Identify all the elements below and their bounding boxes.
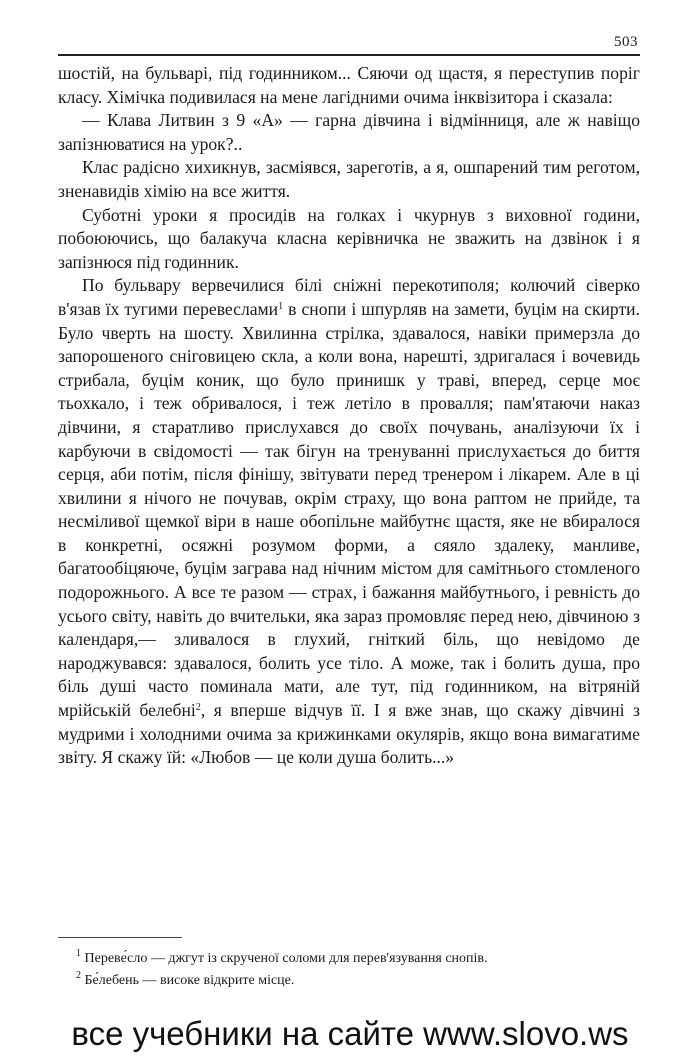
page-number: 503 (614, 34, 638, 50)
body-text (58, 62, 640, 770)
footnote-rule (58, 937, 182, 938)
footnote-1-mark: 1 (76, 948, 81, 959)
paragraph-2: — Клава Литвин з 9 «А» — гарна дівчина і відмінниця, але ж навіщо запізнюватися на урок?.. (58, 110, 640, 154)
footnote-1 (76, 948, 641, 970)
watermark-caption: все учебники на сайте www.slovo.ws (71, 1015, 629, 1052)
paragraph-5-part-1: По бульвару вервечилися білі сніжні перекотиполя; колючий сіверко в'язав їх тугими перевеслами (58, 275, 640, 319)
footnote-1-text: Переве́сло — джгут із скрученої соломи для перев'язування снопів. (84, 951, 488, 966)
footnote-2-text: Бе́лебень — високе відкрите місце. (84, 973, 295, 988)
footnote-2-mark: 2 (76, 970, 81, 981)
paragraph-5-part-2: в снопи і шпурляв на замети, буцім на скирти. Було чверть на шосту. Хвилинна стрілка, здавалося, навіки примерзла до запорошеного сніговицею скла, а коли вона, нарешті, здригалася і вочевидь стрибала, буцім коник, що було принишк у траві, вперед, серце моє тьохкало, і теж обривалося, і теж летіло в провалля; пам'ятаючи наказ дівчини, я старатливо прислухався до своїх почувань, аналізуючи їх і карбуючи в свідомості — так бігун на тренуванні прислухається до биття серця, аби потім, після фінішу, звітувати перед тренером і лікарем. Але в ці хвилини я нічого не почував, окрім страху, що вона раптом не прийде, та несміливої щемкої віри в наше обопільне майбутнє щастя, яке не вбиралося в конкретні, осяжні розумом форми, а сяяло здалеку, манливе, багатообіцяюче, буцім заграва над нічним містом для самітнього стомленого подорожнього. А все те разом — страх, і бажання майбутнього, і ревність до усього світу, навіть до вчительки, яка зараз промовляє перед нею, дівчиною з календаря,— зливалося в глухий, гніткий біль, що невідомо де народжувався: здавалося, болить усе тіло. А може, так і болить душа, про біль душі часто поминала мати, але тут, під годинником, на вітряній мрійській белебні (58, 298, 640, 721)
footnote-ref-2: 2 (195, 702, 201, 714)
paragraph-4: Суботні уроки я просидів на голках і чкурнув з виховної години, побоюючись, що балакуча класна керівничка не зважить на дзвінок і я запізнюся під годинник. (58, 204, 640, 272)
paragraph-3: Клас радісно хихикнув, засміявся, зареготів, а я, ошпарений тим реготом, зненавидів хімію на все життя. (58, 157, 640, 201)
header-rule (58, 54, 640, 56)
paragraph-5 (58, 274, 640, 769)
footnote-ref-1: 1 (278, 300, 284, 312)
footnotes (76, 948, 641, 992)
paragraph-1: шостій, на бульварі, під годинником... Сяючи од щастя, я переступив поріг класу. Хімічка подивилася на мене лагідними очима інквізитора і сказала: (58, 63, 640, 107)
footnote-2 (76, 970, 641, 992)
paragraph-5-part-3: , я вперше відчув її. І я вже знав, що скажу дівчині з мудрими і холодними очима за крижинками окулярів, якщо вона вимагатиме звіту. Я скажу їй: «Любов — це коли душа болить...» (58, 700, 640, 768)
